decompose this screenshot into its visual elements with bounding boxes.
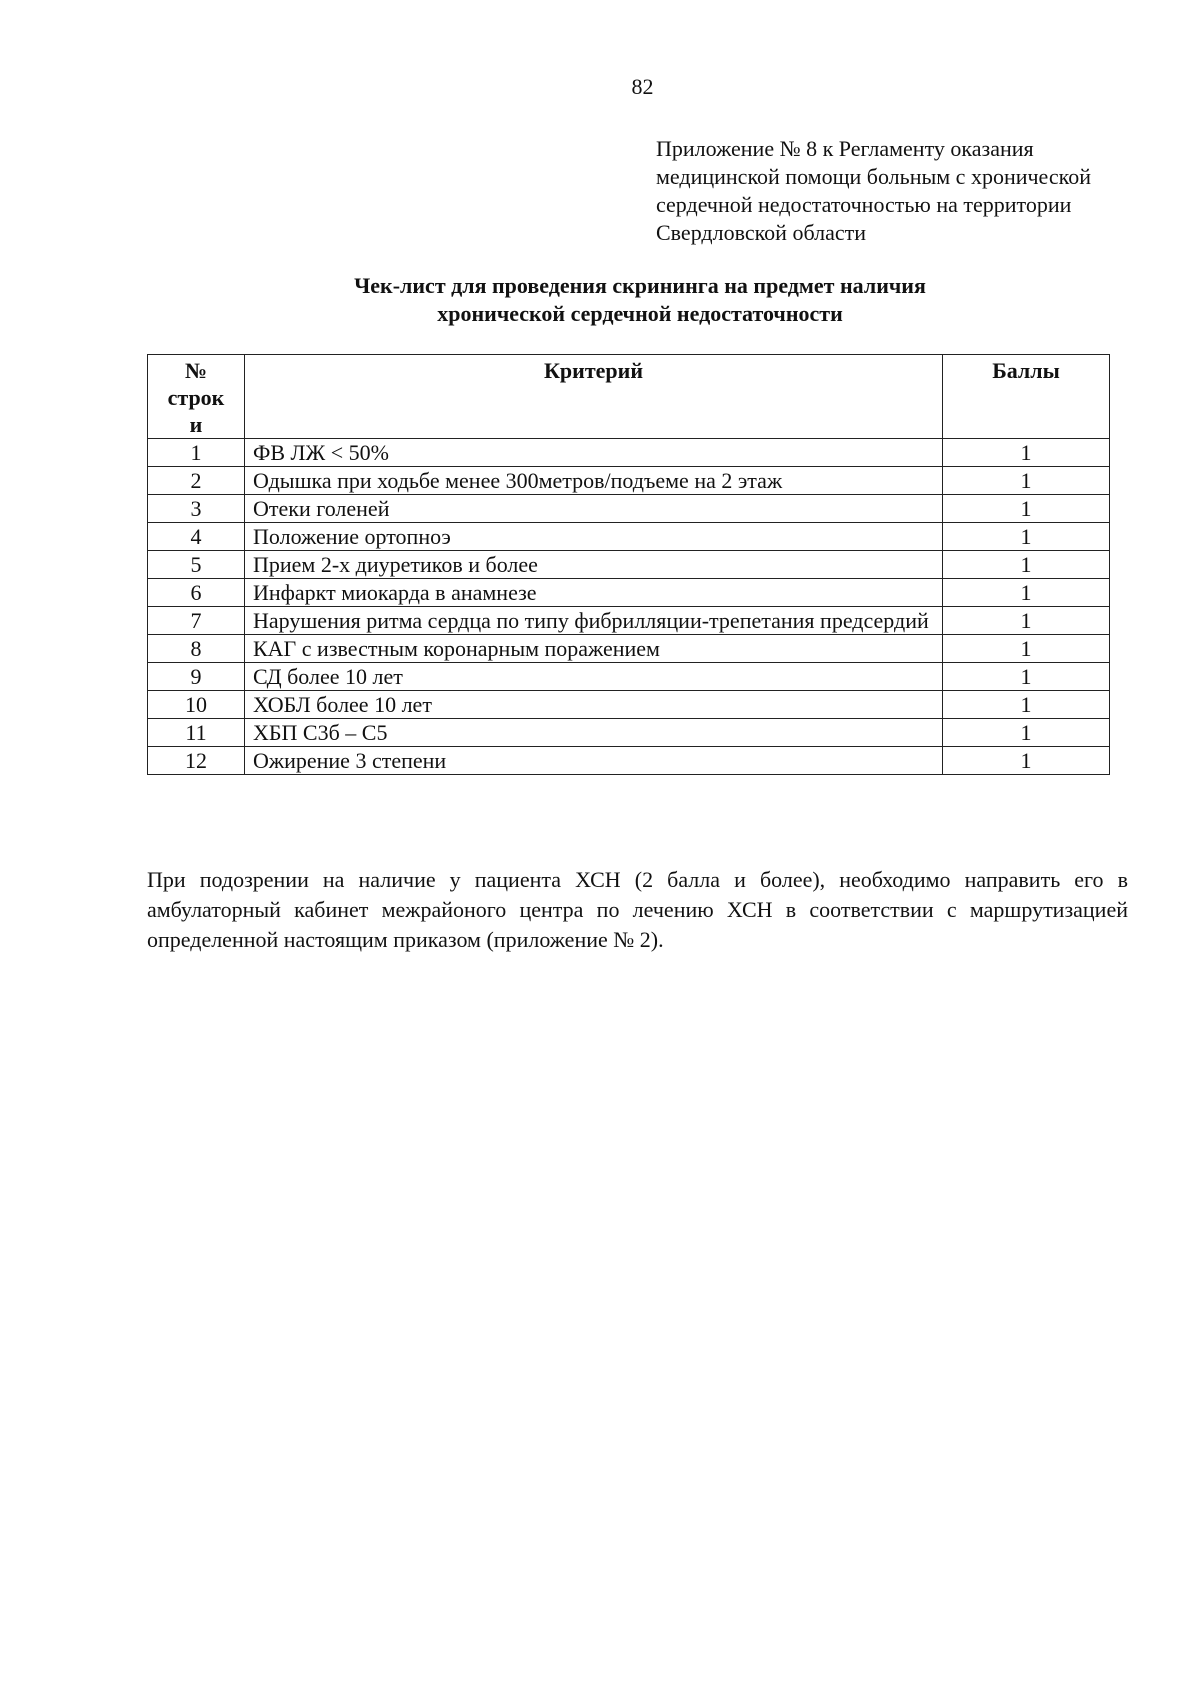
appendix-line: Приложение № 8 к Регламенту оказания bbox=[656, 136, 1034, 161]
row-criterion: Положение ортопноэ bbox=[245, 523, 943, 551]
row-score: 1 bbox=[943, 495, 1110, 523]
row-score: 1 bbox=[943, 551, 1110, 579]
row-criterion: Ожирение 3 степени bbox=[245, 747, 943, 775]
row-criterion: КАГ с известным коронарным поражением bbox=[245, 635, 943, 663]
referral-note-line: определенной настоящим приказом (приложение № 2). bbox=[147, 927, 664, 952]
header-score: Баллы bbox=[943, 355, 1110, 439]
row-number: 3 bbox=[148, 495, 245, 523]
document-title bbox=[150, 272, 1130, 328]
row-criterion: Одышка при ходьбе менее 300метров/подъеме на 2 этаж bbox=[245, 467, 943, 495]
table-row bbox=[148, 747, 1110, 775]
row-score: 1 bbox=[943, 579, 1110, 607]
row-number: 2 bbox=[148, 467, 245, 495]
table-row bbox=[148, 495, 1110, 523]
appendix-line: Свердловской области bbox=[656, 220, 866, 245]
document-title-line: Чек-лист для проведения скрининга на предмет наличия bbox=[354, 273, 926, 298]
row-criterion: Прием 2-х диуретиков и более bbox=[245, 551, 943, 579]
document-title-line: хронической сердечной недостаточности bbox=[437, 301, 843, 326]
row-number: 11 bbox=[148, 719, 245, 747]
header-row-number bbox=[148, 355, 245, 439]
appendix-line: сердечной недостаточностью на территории bbox=[656, 192, 1072, 217]
row-score: 1 bbox=[943, 607, 1110, 635]
row-number: 6 bbox=[148, 579, 245, 607]
row-score: 1 bbox=[943, 635, 1110, 663]
row-score: 1 bbox=[943, 691, 1110, 719]
table-row bbox=[148, 579, 1110, 607]
referral-note-line: При подозрении на наличие у пациента ХСН (2 балла и более), необходимо направить его в bbox=[147, 867, 1128, 892]
header-row-number-line: и bbox=[189, 412, 203, 437]
table-row bbox=[148, 607, 1110, 635]
table-row bbox=[148, 663, 1110, 691]
referral-note-line: амбулаторный кабинет межрайоного центра по лечению ХСН в соответствии с маршрутизацией bbox=[147, 897, 1128, 922]
row-criterion: Инфаркт миокарда в анамнезе bbox=[245, 579, 943, 607]
page-number: 82 bbox=[631, 74, 654, 99]
row-score: 1 bbox=[943, 523, 1110, 551]
table-row bbox=[148, 691, 1110, 719]
row-number: 7 bbox=[148, 607, 245, 635]
row-number: 5 bbox=[148, 551, 245, 579]
row-criterion: ХОБЛ более 10 лет bbox=[245, 691, 943, 719]
row-number: 9 bbox=[148, 663, 245, 691]
table-header-row bbox=[148, 355, 1110, 439]
header-row-number-line: строк bbox=[167, 385, 225, 410]
table-row bbox=[148, 467, 1110, 495]
table-row bbox=[148, 551, 1110, 579]
appendix-reference bbox=[656, 135, 1176, 247]
referral-note bbox=[147, 865, 1128, 955]
row-number: 8 bbox=[148, 635, 245, 663]
appendix-line: медицинской помощи больным с хронической bbox=[656, 164, 1091, 189]
row-number: 10 bbox=[148, 691, 245, 719]
row-score: 1 bbox=[943, 719, 1110, 747]
row-number: 12 bbox=[148, 747, 245, 775]
table-row bbox=[148, 719, 1110, 747]
row-number: 4 bbox=[148, 523, 245, 551]
row-criterion: Отеки голеней bbox=[245, 495, 943, 523]
row-number: 1 bbox=[148, 439, 245, 467]
row-criterion: Нарушения ритма сердца по типу фибрилляции-трепетания предсердий bbox=[245, 607, 943, 635]
row-criterion: ХБП С3б – С5 bbox=[245, 719, 943, 747]
header-criterion: Критерий bbox=[245, 355, 943, 439]
checklist-table bbox=[147, 354, 1110, 775]
row-criterion: СД более 10 лет bbox=[245, 663, 943, 691]
table-row bbox=[148, 523, 1110, 551]
row-criterion: ФВ ЛЖ < 50% bbox=[245, 439, 943, 467]
row-score: 1 bbox=[943, 663, 1110, 691]
row-score: 1 bbox=[943, 439, 1110, 467]
row-score: 1 bbox=[943, 747, 1110, 775]
table-row bbox=[148, 635, 1110, 663]
header-row-number-line: № bbox=[184, 358, 208, 383]
table-row bbox=[148, 439, 1110, 467]
row-score: 1 bbox=[943, 467, 1110, 495]
